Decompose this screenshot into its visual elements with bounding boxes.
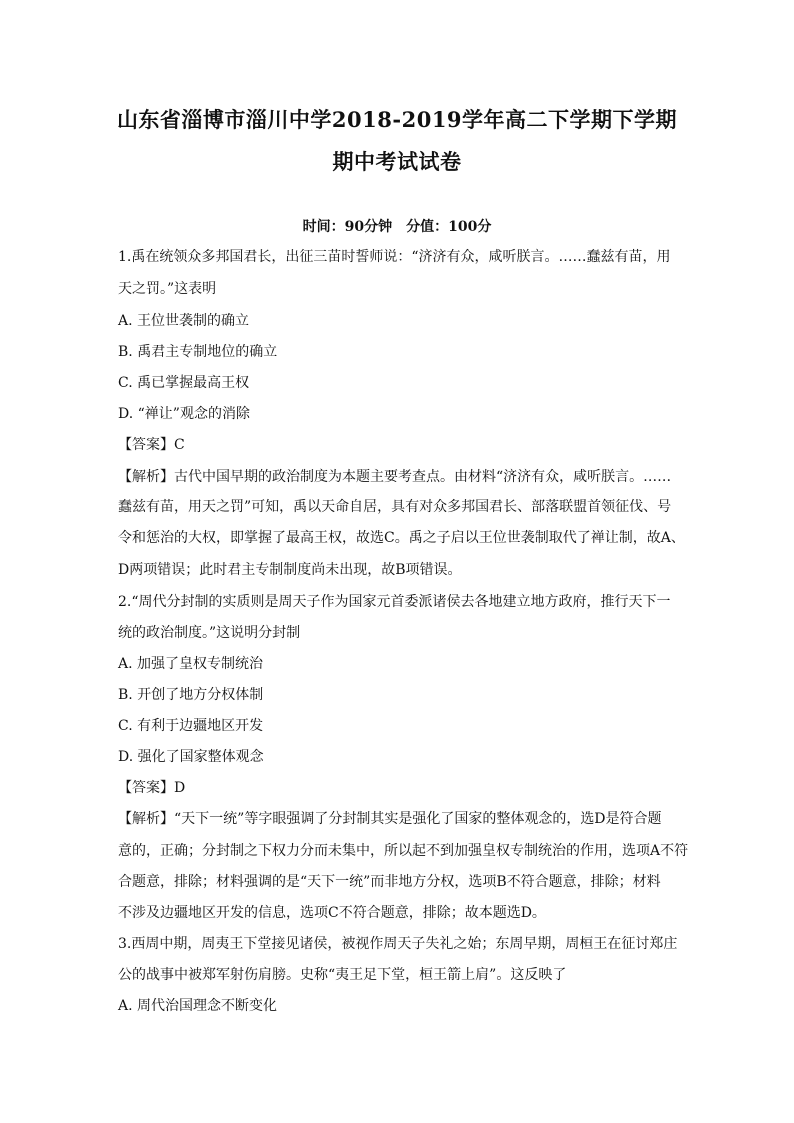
q2-option-b: B. 开创了地方分权体制 bbox=[118, 687, 264, 703]
q1-option-a: A. 王位世袭制的确立 bbox=[118, 313, 250, 329]
q2-analysis-line-2: 意的，正确；分封制之下权力分而未集中，所以起不到加强皇权专制统治的作用，选项A不符 bbox=[118, 843, 689, 859]
q2-stem-line-1: 2.“周代分封制的实质则是周天子作为国家元首委派诸侯去各地建立地方政府，推行天下一 bbox=[118, 594, 671, 610]
doc-title-line-2: 期中考试试卷 bbox=[332, 149, 462, 174]
exam-meta: 时间：90分钟 分值：100分 bbox=[302, 219, 492, 235]
q1-option-c: C. 禹已掌握最高王权 bbox=[118, 375, 250, 391]
q1-answer: 【答案】C bbox=[118, 437, 185, 453]
q2-analysis-line-3: 合题意，排除；材料强调的是“天下一统”而非地方分权，选项B不符合题意，排除；材料 bbox=[118, 874, 661, 890]
q2-option-c: C. 有利于边疆地区开发 bbox=[118, 718, 264, 734]
q1-analysis-line-2: 蠢兹有苗，用天之罚”可知，禹以天命自居，具有对众多邦国君长、部落联盟首领征伐、号 bbox=[118, 499, 672, 515]
q3-stem-line-2: 公的战事中被郑军射伤肩膀。史称“夷王足下堂，桓王箭上肩”。这反映了 bbox=[118, 967, 567, 983]
q2-stem-line-2: 统的政治制度。”这说明分封制 bbox=[118, 625, 301, 641]
q1-option-d: D. “禅让”观念的消除 bbox=[118, 406, 250, 422]
q2-option-d: D. 强化了国家整体观念 bbox=[118, 749, 264, 765]
q1-analysis-line-1: 【解析】古代中国早期的政治制度为本题主要考查点。由材料“济济有众，咸听朕言。…… bbox=[118, 469, 672, 485]
q1-analysis-line-3: 令和惩治的大权，即掌握了最高王权，故选C。禹之子启以王位世袭制取代了禅让制，故A、 bbox=[118, 530, 685, 546]
doc-title-line-1: 山东省淄博市淄川中学2018-2019学年高二下学期下学期 bbox=[116, 107, 678, 132]
q1-option-b: B. 禹君主专制地位的确立 bbox=[118, 344, 278, 360]
q2-option-a: A. 加强了皇权专制统治 bbox=[118, 656, 264, 672]
q3-stem-line-1: 3.西周中期，周夷王下堂接见诸侯，被视作周天子失礼之始；东周早期，周桓王在征讨郑庄 bbox=[118, 936, 678, 952]
q2-answer: 【答案】D bbox=[118, 780, 186, 796]
q2-analysis-line-1: 【解析】“天下一统”等字眼强调了分封制其实是强化了国家的整体观念的，选D是符合题 bbox=[118, 811, 662, 827]
q1-analysis-line-4: D两项错误；此时君主专制制度尚未出现，故B项错误。 bbox=[118, 562, 462, 578]
q3-option-a: A. 周代治国理念不断变化 bbox=[118, 998, 278, 1014]
q1-stem-line-1: 1.禹在统领众多邦国君长，出征三苗时誓师说：“济济有众，咸听朕言。……蠢兹有苗，用 bbox=[118, 249, 671, 265]
q1-stem-line-2: 天之罚。”这表明 bbox=[118, 281, 217, 297]
q2-analysis-line-4: 不涉及边疆地区开发的信息，选项C不符合题意，排除；故本题选D。 bbox=[118, 905, 546, 921]
